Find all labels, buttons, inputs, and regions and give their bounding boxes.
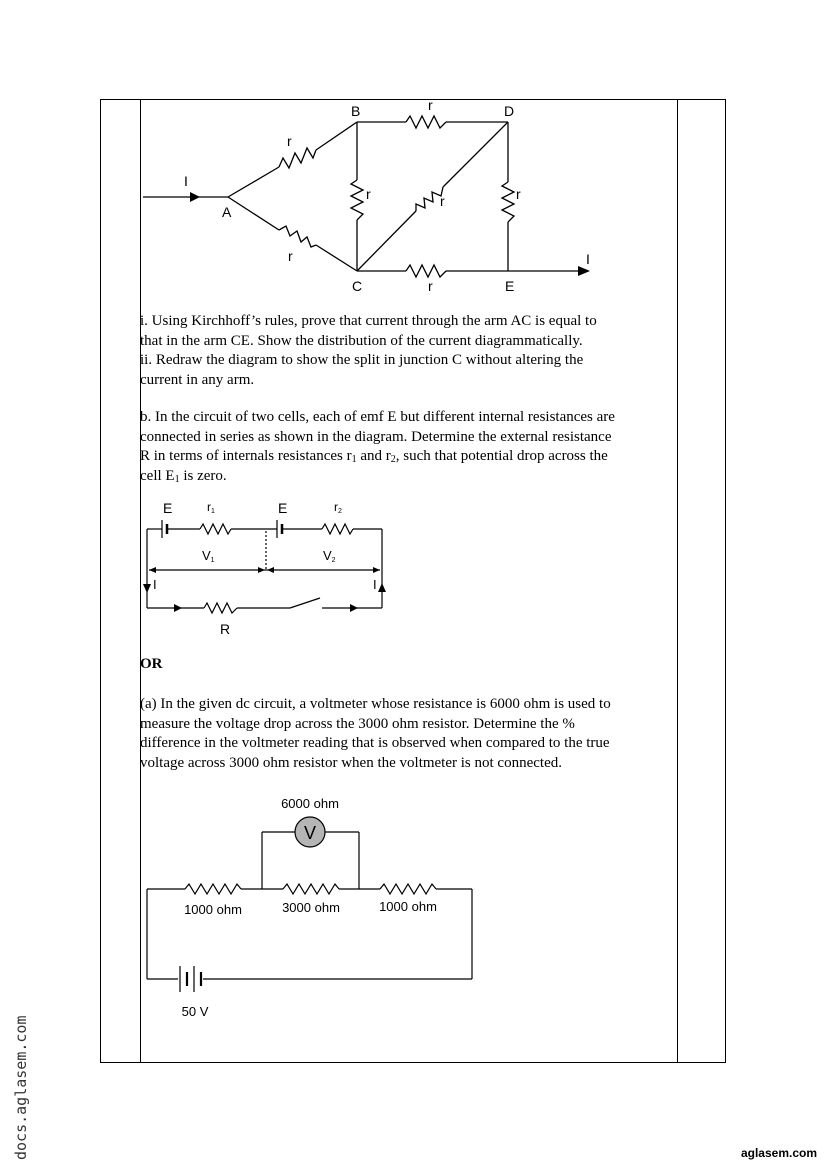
question-b-line-3-end: , such that potential drop across the xyxy=(395,448,608,464)
question-b-line-4 xyxy=(140,467,676,487)
two-cells-circuit-diagram xyxy=(0,495,827,645)
arrow-icon xyxy=(378,583,386,592)
node-label-d: D xyxy=(504,103,515,119)
arrow-icon xyxy=(578,266,590,276)
question-b-line-4-end: is zero. xyxy=(179,467,227,484)
question-b-line-1: b. In the circuit of two cells, each of emf E but different internal resistances are xyxy=(140,409,615,425)
resistor-label-bd: r xyxy=(428,97,433,113)
question-b-line-3 xyxy=(140,447,676,467)
arrow-icon xyxy=(350,604,358,612)
cell-label-e1: E xyxy=(163,500,173,516)
voltmeter-symbol: V xyxy=(303,823,317,843)
voltmeter-resistance-label: 6000 ohm xyxy=(281,796,339,811)
node-label-c: C xyxy=(352,278,363,294)
resistor-label-de: r xyxy=(516,186,521,202)
resistor-label-middle: 3000 ohm xyxy=(282,900,340,915)
question-a-line-1: (a) In the given dc circuit, a voltmeter whose resistance is 6000 ohm is used to xyxy=(140,696,611,712)
brand-aglasem: aglasem.com xyxy=(740,1146,817,1160)
part-i-line-2: that in the arm CE. Show the distribution of the current diagrammatically. xyxy=(140,332,583,349)
or-label: OR xyxy=(140,656,163,672)
question-b-line-4-text: cell E xyxy=(140,467,175,484)
question-b-line-2: connected in series as shown in the diagram. Determine the external resistance xyxy=(140,428,612,445)
question-part-ii xyxy=(140,351,676,390)
subscript-e1: 1 xyxy=(174,473,180,485)
node-label-b: B xyxy=(351,103,361,119)
question-b xyxy=(140,408,676,486)
node-label-e: E xyxy=(505,278,515,294)
question-a-line-3: difference in the voltmeter reading that is observed when compared to the true xyxy=(140,735,610,751)
battery-label: 50 V xyxy=(181,1004,209,1019)
arrow-icon xyxy=(174,604,182,612)
voltage-label-v2: V2 xyxy=(323,548,336,564)
current-label-in: I xyxy=(184,173,188,189)
watermark-docs-aglasem: docs.aglasem.com xyxy=(12,1015,30,1160)
subscript-r1: 1 xyxy=(351,454,357,465)
current-label-right: I xyxy=(373,577,377,592)
resistor-label-ac: r xyxy=(288,248,293,264)
resistor-label-ce: r xyxy=(428,278,433,294)
resistor-label-r1: r1 xyxy=(207,500,215,515)
question-a xyxy=(140,695,676,773)
question-part-i xyxy=(140,312,676,351)
current-label-left: I xyxy=(153,577,157,592)
resistor-label-cd: r xyxy=(440,193,445,209)
resistor-label-r2: r2 xyxy=(334,500,342,515)
question-b-and-r: and r xyxy=(356,448,391,464)
subscript-r2: 2 xyxy=(390,454,396,465)
part-ii-line-1: ii. Redraw the diagram to show the split in junction C without altering the xyxy=(140,352,584,368)
question-a-line-2: measure the voltage drop across the 3000 ohm resistor. Determine the % xyxy=(140,715,575,732)
resistor-label-r: R xyxy=(220,621,231,637)
voltmeter-circuit-diagram xyxy=(0,790,827,1030)
part-ii-line-2: current in any arm. xyxy=(140,371,255,388)
resistor-label-bc: r xyxy=(366,186,371,202)
question-b-line-3-text: R in terms of internals resistances r xyxy=(140,448,352,464)
kirchhoff-network-diagram xyxy=(0,0,827,300)
voltage-label-v1: V1 xyxy=(202,548,215,564)
cell-label-e2: E xyxy=(278,500,288,516)
question-a-line-4: voltage across 3000 ohm resistor when the voltmeter is not connected. xyxy=(140,754,562,771)
node-label-a: A xyxy=(222,204,232,220)
resistor-label-left: 1000 ohm xyxy=(184,902,242,917)
part-i-line-1: i. Using Kirchhoff’s rules, prove that current through the arm AC is equal to xyxy=(140,313,597,329)
current-label-out: I xyxy=(586,251,590,267)
resistor-label-ab: r xyxy=(287,133,292,149)
resistor-label-right: 1000 ohm xyxy=(379,899,437,914)
arrow-icon xyxy=(190,192,200,202)
arrow-icon xyxy=(143,584,151,593)
